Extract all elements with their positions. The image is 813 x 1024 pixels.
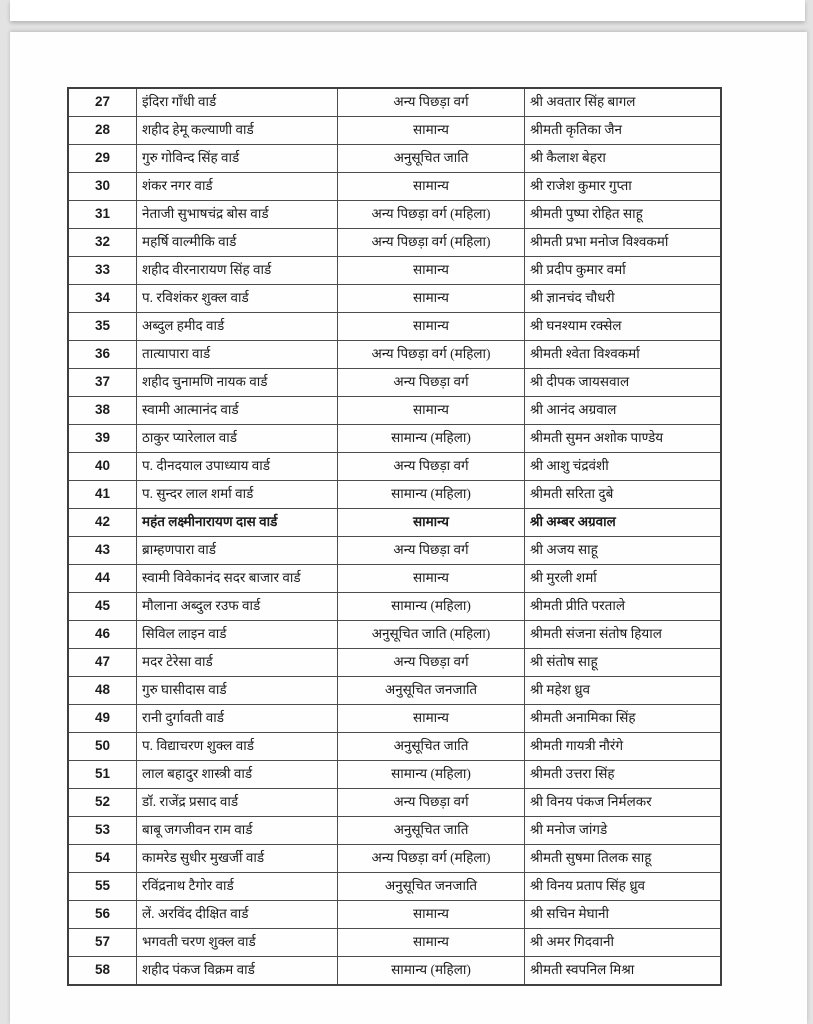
category-cell: सामान्य	[338, 173, 525, 201]
ward-number-cell: 38	[68, 397, 137, 425]
ward-name-cell: प. सुन्दर लाल शर्मा वार्ड	[137, 481, 338, 509]
ward-name-cell: अब्दुल हमीद वार्ड	[137, 313, 338, 341]
candidate-name-cell: श्री विनय प्रताप सिंह ध्रुव	[525, 873, 722, 901]
candidate-name-cell: श्री ज्ञानचंद चौधरी	[525, 285, 722, 313]
category-cell: अनुसूचित जाति (महिला)	[338, 621, 525, 649]
ward-name-cell: स्वामी आत्मानंद वार्ड	[137, 397, 338, 425]
table-row	[68, 88, 721, 117]
ward-number-cell: 27	[68, 88, 137, 117]
candidate-name-cell: श्रीमती श्वेता विश्वकर्मा	[525, 341, 722, 369]
candidate-name-cell: श्रीमती कृतिका जैन	[525, 117, 722, 145]
ward-number-cell: 54	[68, 845, 137, 873]
table-row	[68, 957, 721, 986]
ward-number-cell: 41	[68, 481, 137, 509]
table-row	[68, 341, 721, 369]
ward-number-cell: 28	[68, 117, 137, 145]
table-row	[68, 817, 721, 845]
table-row	[68, 369, 721, 397]
table-row	[68, 425, 721, 453]
table-row	[68, 509, 721, 537]
candidate-name-cell: श्रीमती सुषमा तिलक साहू	[525, 845, 722, 873]
table-row	[68, 537, 721, 565]
table-row	[68, 705, 721, 733]
table-row	[68, 649, 721, 677]
category-cell: अन्य पिछड़ा वर्ग	[338, 789, 525, 817]
candidate-name-cell: श्री महेश ध्रुव	[525, 677, 722, 705]
category-cell: अन्य पिछड़ा वर्ग	[338, 537, 525, 565]
table-row	[68, 621, 721, 649]
ward-number-cell: 58	[68, 957, 137, 986]
ward-name-cell: लें. अरविंद दीक्षित वार्ड	[137, 901, 338, 929]
candidate-name-cell: श्रीमती पुष्पा रोहित साहू	[525, 201, 722, 229]
candidate-name-cell: श्री आनंद अग्रवाल	[525, 397, 722, 425]
category-cell: अन्य पिछड़ा वर्ग (महिला)	[338, 341, 525, 369]
category-cell: सामान्य	[338, 117, 525, 145]
ward-number-cell: 49	[68, 705, 137, 733]
table-row	[68, 845, 721, 873]
ward-name-cell: शहीद चुनामणि नायक वार्ड	[137, 369, 338, 397]
category-cell: अनुसूचित जाति	[338, 145, 525, 173]
table-row	[68, 565, 721, 593]
ward-name-cell: नेताजी सुभाषचंद्र बोस वार्ड	[137, 201, 338, 229]
ward-number-cell: 33	[68, 257, 137, 285]
candidate-name-cell: श्री दीपक जायसवाल	[525, 369, 722, 397]
previous-page-edge	[10, 0, 805, 21]
candidate-name-cell: श्रीमती संजना संतोष हियाल	[525, 621, 722, 649]
table-row	[68, 677, 721, 705]
ward-number-cell: 43	[68, 537, 137, 565]
category-cell: सामान्य	[338, 313, 525, 341]
ward-name-cell: प. दीनदयाल उपाध्याय वार्ड	[137, 453, 338, 481]
category-cell: सामान्य	[338, 901, 525, 929]
category-cell: सामान्य (महिला)	[338, 481, 525, 509]
ward-number-cell: 34	[68, 285, 137, 313]
candidate-name-cell: श्री विनय पंकज निर्मलकर	[525, 789, 722, 817]
ward-name-cell: ब्राम्हणपारा वार्ड	[137, 537, 338, 565]
candidate-name-cell: श्रीमती प्रीति परताले	[525, 593, 722, 621]
category-cell: अन्य पिछड़ा वर्ग	[338, 88, 525, 117]
ward-name-cell: रविंद्रनाथ टैगोर वार्ड	[137, 873, 338, 901]
candidate-name-cell: श्री अम्बर अग्रवाल	[525, 509, 722, 537]
category-cell: अनुसूचित जाति	[338, 733, 525, 761]
table-row	[68, 593, 721, 621]
ward-number-cell: 51	[68, 761, 137, 789]
category-cell: सामान्य	[338, 705, 525, 733]
ward-name-cell: गुरु घासीदास वार्ड	[137, 677, 338, 705]
category-cell: सामान्य	[338, 509, 525, 537]
ward-number-cell: 31	[68, 201, 137, 229]
category-cell: अन्य पिछड़ा वर्ग (महिला)	[338, 229, 525, 257]
category-cell: सामान्य	[338, 257, 525, 285]
ward-name-cell: शहीद वीरनारायण सिंह वार्ड	[137, 257, 338, 285]
category-cell: अनुसूचित जनजाति	[338, 677, 525, 705]
candidate-name-cell: श्री अवतार सिंह बागल	[525, 88, 722, 117]
candidate-name-cell: श्री मुरली शर्मा	[525, 565, 722, 593]
ward-name-cell: शहीद हेमू कल्याणी वार्ड	[137, 117, 338, 145]
table-row	[68, 733, 721, 761]
category-cell: अन्य पिछड़ा वर्ग	[338, 649, 525, 677]
category-cell: अन्य पिछड़ा वर्ग	[338, 453, 525, 481]
candidate-name-cell: श्री कैलाश बेहरा	[525, 145, 722, 173]
category-cell: सामान्य	[338, 397, 525, 425]
table-row	[68, 257, 721, 285]
table-row	[68, 145, 721, 173]
ward-name-cell: तात्यापारा वार्ड	[137, 341, 338, 369]
candidate-name-cell: श्रीमती अनामिका सिंह	[525, 705, 722, 733]
ward-number-cell: 55	[68, 873, 137, 901]
ward-name-cell: बाबू जगजीवन राम वार्ड	[137, 817, 338, 845]
candidate-name-cell: श्री प्रदीप कुमार वर्मा	[525, 257, 722, 285]
ward-number-cell: 39	[68, 425, 137, 453]
candidate-name-cell: श्रीमती उत्तरा सिंह	[525, 761, 722, 789]
ward-number-cell: 30	[68, 173, 137, 201]
category-cell: सामान्य (महिला)	[338, 425, 525, 453]
ward-number-cell: 36	[68, 341, 137, 369]
ward-name-cell: ठाकुर प्यारेलाल वार्ड	[137, 425, 338, 453]
category-cell: अनुसूचित जनजाति	[338, 873, 525, 901]
candidate-name-cell: श्री मनोज जांगडे	[525, 817, 722, 845]
category-cell: सामान्य	[338, 565, 525, 593]
ward-number-cell: 45	[68, 593, 137, 621]
category-cell: सामान्य (महिला)	[338, 593, 525, 621]
candidate-name-cell: श्री घनश्याम रक्सेल	[525, 313, 722, 341]
candidate-name-cell: श्री अमर गिदवानी	[525, 929, 722, 957]
ward-name-cell: स्वामी विवेकानंद सदर बाजार वार्ड	[137, 565, 338, 593]
candidate-name-cell: श्रीमती गायत्री नौरंगे	[525, 733, 722, 761]
ward-name-cell: सिविल लाइन वार्ड	[137, 621, 338, 649]
category-cell: सामान्य (महिला)	[338, 957, 525, 986]
table-row	[68, 929, 721, 957]
table-row	[68, 901, 721, 929]
ward-name-cell: मदर टेरेसा वार्ड	[137, 649, 338, 677]
ward-number-cell: 29	[68, 145, 137, 173]
ward-number-cell: 52	[68, 789, 137, 817]
candidate-name-cell: श्री सचिन मेघानी	[525, 901, 722, 929]
ward-number-cell: 48	[68, 677, 137, 705]
ward-number-cell: 40	[68, 453, 137, 481]
candidate-name-cell: श्री आशु चंद्रवंशी	[525, 453, 722, 481]
ward-number-cell: 47	[68, 649, 137, 677]
ward-name-cell: गुरु गोविन्द सिंह वार्ड	[137, 145, 338, 173]
ward-number-cell: 46	[68, 621, 137, 649]
ward-name-cell: महंत लक्ष्मीनारायण दास वार्ड	[137, 509, 338, 537]
table-row	[68, 397, 721, 425]
ward-name-cell: कामरेड सुधीर मुखर्जी वार्ड	[137, 845, 338, 873]
ward-name-cell: लाल बहादुर शास्त्री वार्ड	[137, 761, 338, 789]
ward-name-cell: प. रविशंकर शुक्ल वार्ड	[137, 285, 338, 313]
category-cell: सामान्य (महिला)	[338, 761, 525, 789]
table-row	[68, 789, 721, 817]
candidate-name-cell: श्रीमती सरिता दुबे	[525, 481, 722, 509]
ward-name-cell: भगवती चरण शुक्ल वार्ड	[137, 929, 338, 957]
ward-name-cell: इंदिरा गाँधी वार्ड	[137, 88, 338, 117]
ward-name-cell: रानी दुर्गावती वार्ड	[137, 705, 338, 733]
ward-number-cell: 37	[68, 369, 137, 397]
ward-name-cell: शहीद पंकज विक्रम वार्ड	[137, 957, 338, 986]
ward-candidate-table	[67, 87, 722, 986]
table-row	[68, 173, 721, 201]
ward-number-cell: 56	[68, 901, 137, 929]
candidate-name-cell: श्री अजय साहू	[525, 537, 722, 565]
candidate-name-cell: श्रीमती स्वपनिल मिश्रा	[525, 957, 722, 986]
ward-number-cell: 44	[68, 565, 137, 593]
ward-name-cell: डॉ. राजेंद्र प्रसाद वार्ड	[137, 789, 338, 817]
ward-name-cell: शंकर नगर वार्ड	[137, 173, 338, 201]
table-row	[68, 873, 721, 901]
candidate-name-cell: श्री राजेश कुमार गुप्ता	[525, 173, 722, 201]
candidate-name-cell: श्री संतोष साहू	[525, 649, 722, 677]
table-row	[68, 117, 721, 145]
category-cell: सामान्य	[338, 285, 525, 313]
ward-number-cell: 53	[68, 817, 137, 845]
document-page	[10, 32, 807, 1024]
category-cell: अनुसूचित जाति	[338, 817, 525, 845]
table-row	[68, 453, 721, 481]
category-cell: सामान्य	[338, 929, 525, 957]
table-row	[68, 201, 721, 229]
candidate-name-cell: श्रीमती सुमन अशोक पाण्डेय	[525, 425, 722, 453]
table-row	[68, 313, 721, 341]
ward-number-cell: 57	[68, 929, 137, 957]
ward-name-cell: प. विद्याचरण शुक्ल वार्ड	[137, 733, 338, 761]
table-row	[68, 285, 721, 313]
ward-table-body	[68, 88, 721, 985]
category-cell: अन्य पिछड़ा वर्ग (महिला)	[338, 201, 525, 229]
ward-name-cell: महर्षि वाल्मीकि वार्ड	[137, 229, 338, 257]
ward-number-cell: 42	[68, 509, 137, 537]
category-cell: अन्य पिछड़ा वर्ग (महिला)	[338, 845, 525, 873]
ward-number-cell: 32	[68, 229, 137, 257]
candidate-name-cell: श्रीमती प्रभा मनोज विश्वकर्मा	[525, 229, 722, 257]
table-row	[68, 761, 721, 789]
table-row	[68, 229, 721, 257]
ward-name-cell: मौलाना अब्दुल रउफ वार्ड	[137, 593, 338, 621]
ward-number-cell: 35	[68, 313, 137, 341]
ward-number-cell: 50	[68, 733, 137, 761]
category-cell: अन्य पिछड़ा वर्ग	[338, 369, 525, 397]
table-row	[68, 481, 721, 509]
